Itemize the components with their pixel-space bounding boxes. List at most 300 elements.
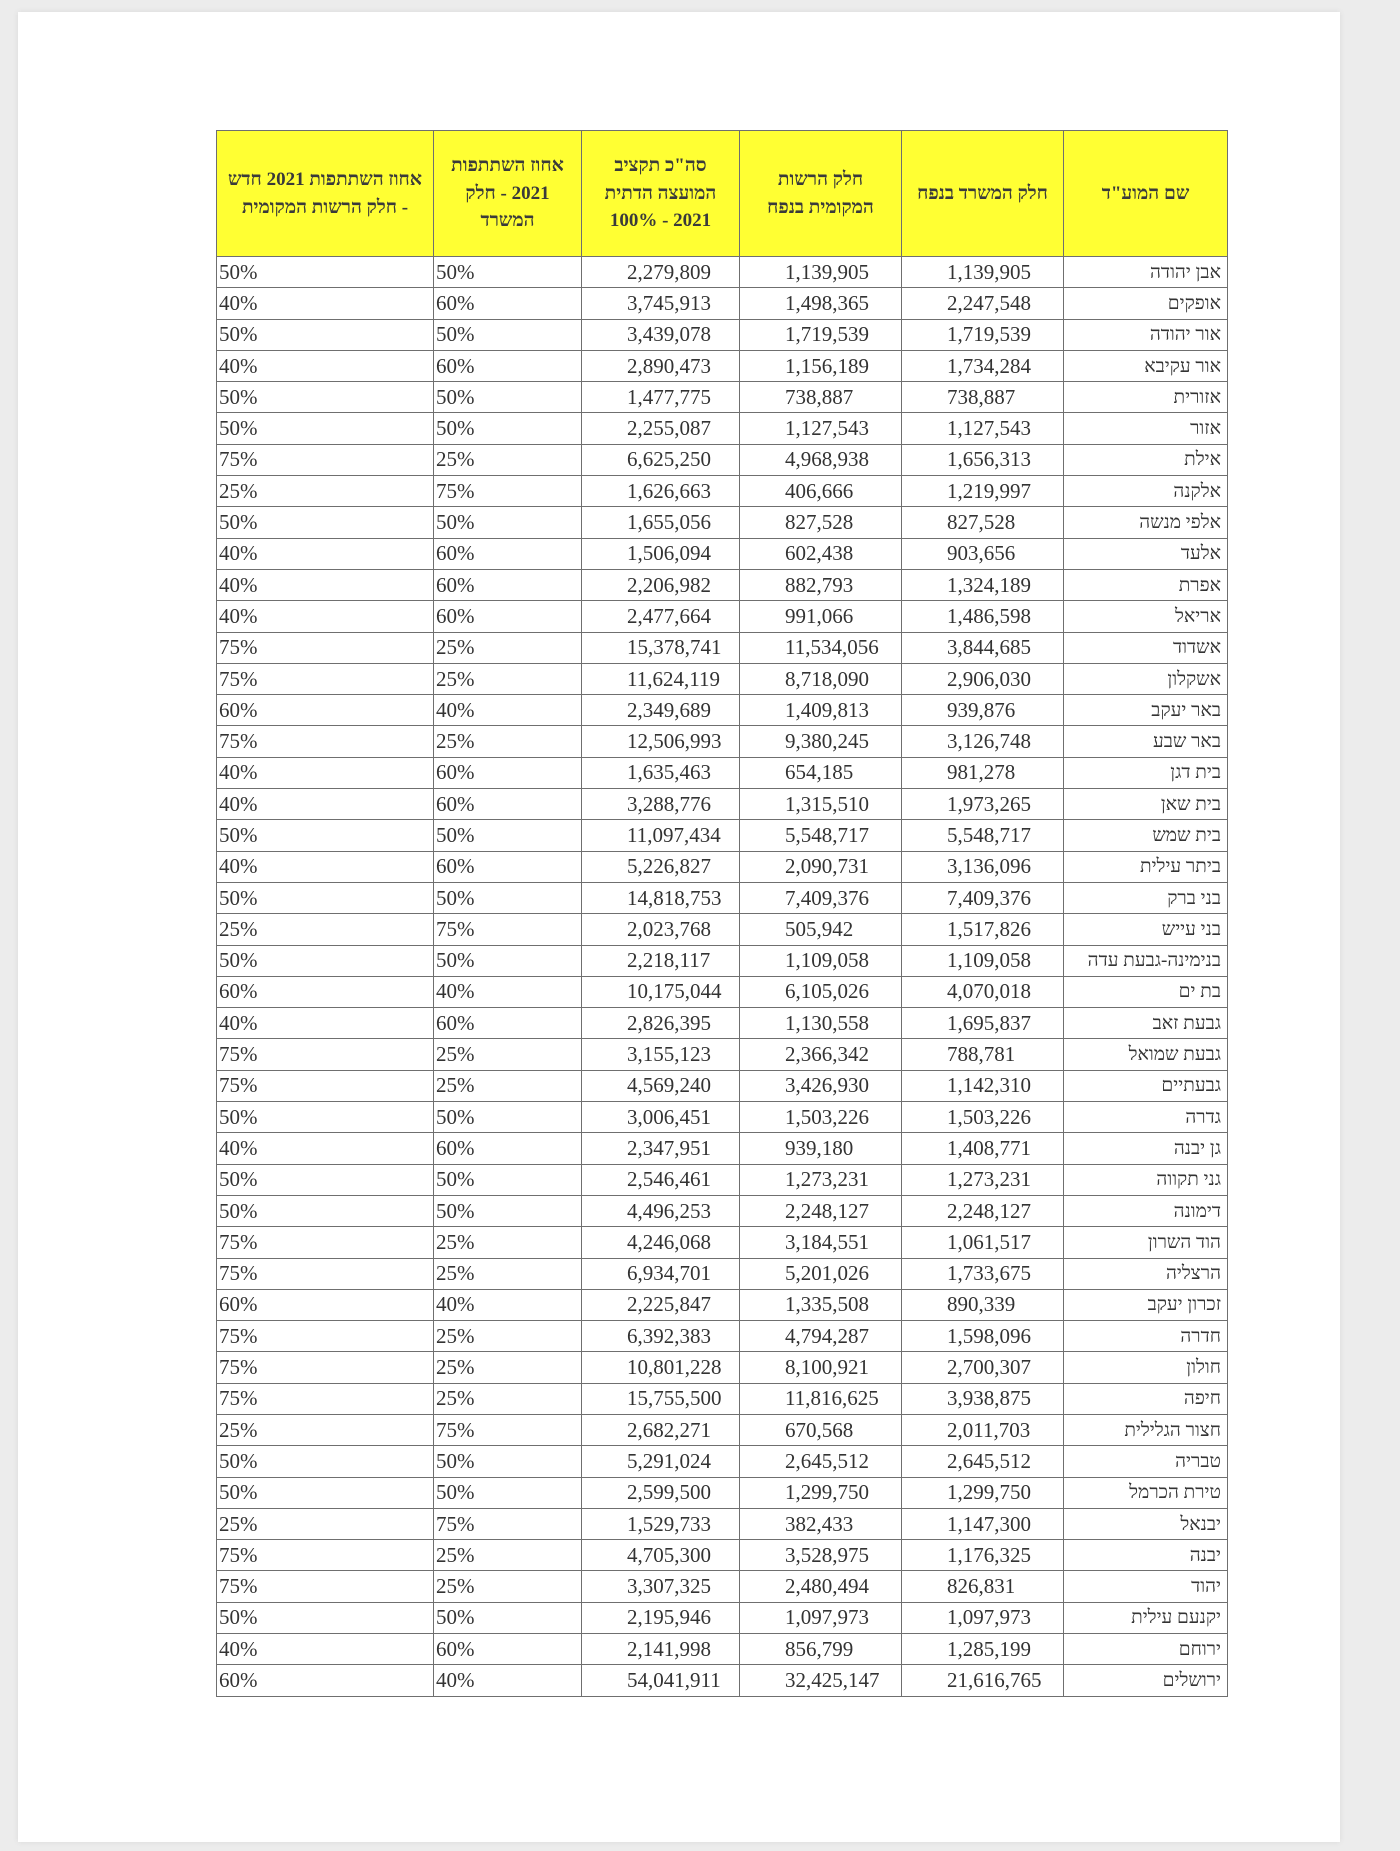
ministry-percent-cell: 25%	[434, 1352, 582, 1383]
authority-share-cell: 602,438	[740, 538, 902, 569]
authority-percent-cell: 50%	[217, 319, 434, 350]
total-budget-cell: 1,655,056	[582, 507, 740, 538]
ministry-share-cell: 3,126,748	[902, 726, 1064, 757]
authority-percent-cell: 75%	[217, 1352, 434, 1383]
council-name-cell: זכרון יעקב	[1064, 1289, 1228, 1320]
total-budget-cell: 5,291,024	[582, 1446, 740, 1477]
ministry-percent-cell: 25%	[434, 1321, 582, 1352]
authority-share-cell: 670,568	[740, 1414, 902, 1445]
council-name-cell: אלפי מנשה	[1064, 507, 1228, 538]
authority-percent-cell: 75%	[217, 1227, 434, 1258]
council-name-cell: אריאל	[1064, 601, 1228, 632]
authority-share-cell: 2,645,512	[740, 1446, 902, 1477]
total-budget-cell: 2,279,809	[582, 257, 740, 288]
ministry-share-cell: 2,247,548	[902, 288, 1064, 319]
table-row	[217, 1446, 1228, 1477]
table-row	[217, 1540, 1228, 1571]
authority-share-cell: 406,666	[740, 476, 902, 507]
council-name-cell: ירושלים	[1064, 1665, 1228, 1696]
authority-percent-cell: 75%	[217, 1383, 434, 1414]
table-row	[217, 914, 1228, 945]
council-name-cell: ירוחם	[1064, 1634, 1228, 1665]
authority-share-cell: 6,105,026	[740, 976, 902, 1007]
table-row	[217, 1258, 1228, 1289]
ministry-percent-cell: 75%	[434, 1508, 582, 1539]
ministry-percent-cell: 25%	[434, 726, 582, 757]
table-row	[217, 1352, 1228, 1383]
authority-percent-cell: 40%	[217, 569, 434, 600]
ministry-percent-cell: 25%	[434, 1383, 582, 1414]
authority-percent-cell: 50%	[217, 1102, 434, 1133]
total-budget-cell: 6,392,383	[582, 1321, 740, 1352]
council-name-cell: אור יהודה	[1064, 319, 1228, 350]
ministry-percent-cell: 50%	[434, 945, 582, 976]
authority-percent-cell: 50%	[217, 507, 434, 538]
ministry-share-cell: 1,219,997	[902, 476, 1064, 507]
total-budget-cell: 3,745,913	[582, 288, 740, 319]
total-budget-cell: 1,477,775	[582, 382, 740, 413]
ministry-share-cell: 1,285,199	[902, 1634, 1064, 1665]
authority-share-cell: 1,503,226	[740, 1102, 902, 1133]
ministry-share-cell: 826,831	[902, 1571, 1064, 1602]
table-row	[217, 1602, 1228, 1633]
council-name-cell: בית דגן	[1064, 757, 1228, 788]
council-name-cell: גבעת זאב	[1064, 1008, 1228, 1039]
council-name-cell: טירת הכרמל	[1064, 1477, 1228, 1508]
total-budget-cell: 10,801,228	[582, 1352, 740, 1383]
authority-share-cell: 11,534,056	[740, 632, 902, 663]
total-budget-cell: 11,624,119	[582, 663, 740, 694]
ministry-share-cell: 2,906,030	[902, 663, 1064, 694]
authority-percent-cell: 40%	[217, 1634, 434, 1665]
column-header-4: אחוז השתתפות 2021 - חלק המשרד	[434, 131, 582, 257]
council-name-cell: יהוד	[1064, 1571, 1228, 1602]
authority-share-cell: 1,139,905	[740, 257, 902, 288]
authority-share-cell: 1,498,365	[740, 288, 902, 319]
council-name-cell: באר שבע	[1064, 726, 1228, 757]
authority-percent-cell: 50%	[217, 257, 434, 288]
authority-share-cell: 827,528	[740, 507, 902, 538]
ministry-percent-cell: 75%	[434, 914, 582, 945]
authority-share-cell: 1,299,750	[740, 1477, 902, 1508]
ministry-percent-cell: 40%	[434, 1289, 582, 1320]
ministry-share-cell: 5,548,717	[902, 820, 1064, 851]
total-budget-cell: 4,496,253	[582, 1195, 740, 1226]
total-budget-cell: 5,226,827	[582, 851, 740, 882]
authority-share-cell: 11,816,625	[740, 1383, 902, 1414]
total-budget-cell: 3,006,451	[582, 1102, 740, 1133]
authority-share-cell: 7,409,376	[740, 882, 902, 913]
ministry-percent-cell: 50%	[434, 1477, 582, 1508]
ministry-share-cell: 1,517,826	[902, 914, 1064, 945]
total-budget-cell: 10,175,044	[582, 976, 740, 1007]
authority-percent-cell: 50%	[217, 882, 434, 913]
council-name-cell: אופקים	[1064, 288, 1228, 319]
total-budget-cell: 1,635,463	[582, 757, 740, 788]
table-row	[217, 413, 1228, 444]
total-budget-cell: 3,439,078	[582, 319, 740, 350]
ministry-percent-cell: 60%	[434, 569, 582, 600]
ministry-percent-cell: 40%	[434, 1665, 582, 1696]
table-row	[217, 851, 1228, 882]
council-name-cell: ביתר עילית	[1064, 851, 1228, 882]
ministry-percent-cell: 60%	[434, 601, 582, 632]
authority-percent-cell: 75%	[217, 1070, 434, 1101]
ministry-percent-cell: 50%	[434, 1164, 582, 1195]
ministry-percent-cell: 50%	[434, 382, 582, 413]
total-budget-cell: 2,826,395	[582, 1008, 740, 1039]
ministry-share-cell: 827,528	[902, 507, 1064, 538]
ministry-percent-cell: 25%	[434, 1571, 582, 1602]
ministry-percent-cell: 25%	[434, 1258, 582, 1289]
ministry-percent-cell: 75%	[434, 476, 582, 507]
ministry-share-cell: 4,070,018	[902, 976, 1064, 1007]
authority-percent-cell: 75%	[217, 1540, 434, 1571]
authority-share-cell: 654,185	[740, 757, 902, 788]
authority-percent-cell: 75%	[217, 726, 434, 757]
ministry-share-cell: 3,844,685	[902, 632, 1064, 663]
council-name-cell: אזור	[1064, 413, 1228, 444]
authority-percent-cell: 75%	[217, 632, 434, 663]
ministry-share-cell: 1,273,231	[902, 1164, 1064, 1195]
authority-share-cell: 1,109,058	[740, 945, 902, 976]
ministry-percent-cell: 60%	[434, 851, 582, 882]
authority-share-cell: 1,315,510	[740, 789, 902, 820]
authority-share-cell: 1,130,558	[740, 1008, 902, 1039]
authority-share-cell: 1,097,973	[740, 1602, 902, 1633]
ministry-percent-cell: 25%	[434, 1540, 582, 1571]
authority-percent-cell: 75%	[217, 1258, 434, 1289]
council-name-cell: יבנאל	[1064, 1508, 1228, 1539]
authority-percent-cell: 25%	[217, 476, 434, 507]
authority-share-cell: 1,127,543	[740, 413, 902, 444]
ministry-share-cell: 3,938,875	[902, 1383, 1064, 1414]
authority-share-cell: 3,528,975	[740, 1540, 902, 1571]
table-row	[217, 976, 1228, 1007]
authority-percent-cell: 50%	[217, 382, 434, 413]
table-row	[217, 1477, 1228, 1508]
authority-percent-cell: 50%	[217, 820, 434, 851]
table-row	[217, 789, 1228, 820]
ministry-share-cell: 2,011,703	[902, 1414, 1064, 1445]
ministry-share-cell: 1,061,517	[902, 1227, 1064, 1258]
council-name-cell: הוד השרון	[1064, 1227, 1228, 1258]
council-name-cell: באר יעקב	[1064, 695, 1228, 726]
table-row	[217, 695, 1228, 726]
authority-share-cell: 1,335,508	[740, 1289, 902, 1320]
authority-share-cell: 382,433	[740, 1508, 902, 1539]
table-row	[217, 632, 1228, 663]
ministry-share-cell: 3,136,096	[902, 851, 1064, 882]
total-budget-cell: 1,626,663	[582, 476, 740, 507]
authority-share-cell: 1,273,231	[740, 1164, 902, 1195]
council-name-cell: גבעתיים	[1064, 1070, 1228, 1101]
ministry-percent-cell: 50%	[434, 1102, 582, 1133]
council-name-cell: בית שמש	[1064, 820, 1228, 851]
ministry-share-cell: 21,616,765	[902, 1665, 1064, 1696]
table-row	[217, 663, 1228, 694]
table-row	[217, 257, 1228, 288]
total-budget-cell: 2,477,664	[582, 601, 740, 632]
ministry-share-cell: 1,656,313	[902, 444, 1064, 475]
table-row	[217, 1321, 1228, 1352]
table-row	[217, 1665, 1228, 1696]
ministry-share-cell: 1,503,226	[902, 1102, 1064, 1133]
ministry-percent-cell: 60%	[434, 538, 582, 569]
table-row	[217, 1227, 1228, 1258]
council-name-cell: יבנה	[1064, 1540, 1228, 1571]
ministry-percent-cell: 60%	[434, 789, 582, 820]
ministry-share-cell: 1,139,905	[902, 257, 1064, 288]
authority-share-cell: 2,248,127	[740, 1195, 902, 1226]
total-budget-cell: 1,506,094	[582, 538, 740, 569]
budget-table	[216, 130, 1228, 1697]
total-budget-cell: 54,041,911	[582, 1665, 740, 1696]
ministry-percent-cell: 60%	[434, 757, 582, 788]
ministry-share-cell: 1,734,284	[902, 350, 1064, 381]
table-row	[217, 1102, 1228, 1133]
council-name-cell: אפרת	[1064, 569, 1228, 600]
ministry-percent-cell: 50%	[434, 882, 582, 913]
authority-percent-cell: 50%	[217, 1477, 434, 1508]
table-row	[217, 382, 1228, 413]
authority-share-cell: 3,184,551	[740, 1227, 902, 1258]
ministry-percent-cell: 50%	[434, 820, 582, 851]
authority-percent-cell: 40%	[217, 538, 434, 569]
ministry-share-cell: 1,719,539	[902, 319, 1064, 350]
council-name-cell: בת ים	[1064, 976, 1228, 1007]
authority-share-cell: 939,180	[740, 1133, 902, 1164]
ministry-percent-cell: 25%	[434, 1070, 582, 1101]
table-row	[217, 350, 1228, 381]
authority-percent-cell: 50%	[217, 1164, 434, 1195]
total-budget-cell: 2,141,998	[582, 1634, 740, 1665]
table-row	[217, 1383, 1228, 1414]
authority-percent-cell: 40%	[217, 1008, 434, 1039]
ministry-share-cell: 1,408,771	[902, 1133, 1064, 1164]
ministry-share-cell: 1,598,096	[902, 1321, 1064, 1352]
authority-share-cell: 1,719,539	[740, 319, 902, 350]
ministry-share-cell: 2,645,512	[902, 1446, 1064, 1477]
total-budget-cell: 6,934,701	[582, 1258, 740, 1289]
table-header-row	[217, 131, 1228, 257]
ministry-percent-cell: 75%	[434, 1414, 582, 1445]
total-budget-cell: 3,155,123	[582, 1039, 740, 1070]
table-row	[217, 569, 1228, 600]
ministry-percent-cell: 50%	[434, 319, 582, 350]
authority-share-cell: 856,799	[740, 1634, 902, 1665]
council-name-cell: אשדוד	[1064, 632, 1228, 663]
authority-percent-cell: 25%	[217, 914, 434, 945]
total-budget-cell: 15,378,741	[582, 632, 740, 663]
council-name-cell: חיפה	[1064, 1383, 1228, 1414]
ministry-share-cell: 2,700,307	[902, 1352, 1064, 1383]
total-budget-cell: 2,599,500	[582, 1477, 740, 1508]
total-budget-cell: 2,225,847	[582, 1289, 740, 1320]
authority-percent-cell: 75%	[217, 663, 434, 694]
table-row	[217, 882, 1228, 913]
total-budget-cell: 4,246,068	[582, 1227, 740, 1258]
authority-percent-cell: 60%	[217, 1665, 434, 1696]
authority-percent-cell: 40%	[217, 288, 434, 319]
ministry-share-cell: 890,339	[902, 1289, 1064, 1320]
total-budget-cell: 2,023,768	[582, 914, 740, 945]
ministry-percent-cell: 40%	[434, 695, 582, 726]
authority-share-cell: 2,366,342	[740, 1039, 902, 1070]
ministry-share-cell: 1,142,310	[902, 1070, 1064, 1101]
total-budget-cell: 2,218,117	[582, 945, 740, 976]
authority-percent-cell: 40%	[217, 757, 434, 788]
total-budget-cell: 12,506,993	[582, 726, 740, 757]
ministry-share-cell: 1,486,598	[902, 601, 1064, 632]
ministry-share-cell: 981,278	[902, 757, 1064, 788]
council-name-cell: אזורית	[1064, 382, 1228, 413]
ministry-percent-cell: 60%	[434, 1133, 582, 1164]
ministry-share-cell: 939,876	[902, 695, 1064, 726]
total-budget-cell: 6,625,250	[582, 444, 740, 475]
ministry-percent-cell: 25%	[434, 632, 582, 663]
table-row	[217, 1571, 1228, 1602]
table-row	[217, 1289, 1228, 1320]
authority-percent-cell: 75%	[217, 444, 434, 475]
council-name-cell: בני עייש	[1064, 914, 1228, 945]
council-name-cell: גני תקווה	[1064, 1164, 1228, 1195]
ministry-share-cell: 1,299,750	[902, 1477, 1064, 1508]
table-row	[217, 288, 1228, 319]
authority-percent-cell: 40%	[217, 851, 434, 882]
ministry-share-cell: 738,887	[902, 382, 1064, 413]
authority-percent-cell: 50%	[217, 1602, 434, 1633]
table-row	[217, 1133, 1228, 1164]
table-row	[217, 757, 1228, 788]
total-budget-cell: 4,705,300	[582, 1540, 740, 1571]
total-budget-cell: 2,206,982	[582, 569, 740, 600]
authority-share-cell: 991,066	[740, 601, 902, 632]
authority-percent-cell: 25%	[217, 1508, 434, 1539]
table-row	[217, 1039, 1228, 1070]
total-budget-cell: 2,347,951	[582, 1133, 740, 1164]
authority-share-cell: 505,942	[740, 914, 902, 945]
ministry-percent-cell: 25%	[434, 663, 582, 694]
ministry-share-cell: 1,324,189	[902, 569, 1064, 600]
authority-percent-cell: 60%	[217, 1289, 434, 1320]
authority-percent-cell: 50%	[217, 945, 434, 976]
authority-share-cell: 8,100,921	[740, 1352, 902, 1383]
table-row	[217, 476, 1228, 507]
column-header-5: אחוז השתתפות 2021 חדש - חלק הרשות המקומית	[217, 131, 434, 257]
document-page	[18, 12, 1340, 1842]
table-row	[217, 1195, 1228, 1226]
ministry-share-cell: 1,147,300	[902, 1508, 1064, 1539]
council-name-cell: גן יבנה	[1064, 1133, 1228, 1164]
authority-percent-cell: 75%	[217, 1571, 434, 1602]
table-row	[217, 444, 1228, 475]
council-name-cell: גדרה	[1064, 1102, 1228, 1133]
council-name-cell: חצור הגלילית	[1064, 1414, 1228, 1445]
council-name-cell: אלקנה	[1064, 476, 1228, 507]
council-name-cell: אשקלון	[1064, 663, 1228, 694]
ministry-share-cell: 1,733,675	[902, 1258, 1064, 1289]
council-name-cell: יקנעם עילית	[1064, 1602, 1228, 1633]
authority-share-cell: 5,201,026	[740, 1258, 902, 1289]
ministry-percent-cell: 60%	[434, 350, 582, 381]
ministry-share-cell: 1,127,543	[902, 413, 1064, 444]
ministry-percent-cell: 40%	[434, 976, 582, 1007]
council-name-cell: חולון	[1064, 1352, 1228, 1383]
ministry-percent-cell: 50%	[434, 257, 582, 288]
council-name-cell: אילת	[1064, 444, 1228, 475]
authority-percent-cell: 60%	[217, 695, 434, 726]
council-name-cell: אלעד	[1064, 538, 1228, 569]
total-budget-cell: 1,529,733	[582, 1508, 740, 1539]
ministry-share-cell: 903,656	[902, 538, 1064, 569]
ministry-percent-cell: 25%	[434, 444, 582, 475]
table-row	[217, 1634, 1228, 1665]
table-row	[217, 507, 1228, 538]
authority-percent-cell: 75%	[217, 1039, 434, 1070]
council-name-cell: בית שאן	[1064, 789, 1228, 820]
table-row	[217, 820, 1228, 851]
ministry-percent-cell: 50%	[434, 1602, 582, 1633]
total-budget-cell: 2,546,461	[582, 1164, 740, 1195]
authority-share-cell: 5,548,717	[740, 820, 902, 851]
table-row	[217, 1070, 1228, 1101]
council-name-cell: אבן יהודה	[1064, 257, 1228, 288]
table-row	[217, 1414, 1228, 1445]
ministry-share-cell: 1,973,265	[902, 789, 1064, 820]
table-row	[217, 1008, 1228, 1039]
table-row	[217, 945, 1228, 976]
table-row	[217, 319, 1228, 350]
council-name-cell: טבריה	[1064, 1446, 1228, 1477]
authority-share-cell: 32,425,147	[740, 1665, 902, 1696]
column-header-2: חלק הרשות המקומית בנפח	[740, 131, 902, 257]
authority-percent-cell: 50%	[217, 1446, 434, 1477]
authority-percent-cell: 50%	[217, 1195, 434, 1226]
authority-percent-cell: 60%	[217, 976, 434, 1007]
authority-share-cell: 2,480,494	[740, 1571, 902, 1602]
total-budget-cell: 3,307,325	[582, 1571, 740, 1602]
council-name-cell: גבעת שמואל	[1064, 1039, 1228, 1070]
ministry-share-cell: 1,109,058	[902, 945, 1064, 976]
total-budget-cell: 2,195,946	[582, 1602, 740, 1633]
column-header-3: סה"כ תקציב המועצה הדתית 2021 - 100%	[582, 131, 740, 257]
authority-share-cell: 2,090,731	[740, 851, 902, 882]
ministry-percent-cell: 60%	[434, 1008, 582, 1039]
ministry-percent-cell: 50%	[434, 1446, 582, 1477]
council-name-cell: דימונה	[1064, 1195, 1228, 1226]
authority-percent-cell: 75%	[217, 1321, 434, 1352]
total-budget-cell: 2,349,689	[582, 695, 740, 726]
ministry-share-cell: 788,781	[902, 1039, 1064, 1070]
council-name-cell: חדרה	[1064, 1321, 1228, 1352]
authority-share-cell: 9,380,245	[740, 726, 902, 757]
ministry-percent-cell: 60%	[434, 1634, 582, 1665]
ministry-percent-cell: 25%	[434, 1227, 582, 1258]
table-row	[217, 538, 1228, 569]
column-header-1: חלק המשרד בנפח	[902, 131, 1064, 257]
council-name-cell: אור עקיבא	[1064, 350, 1228, 381]
total-budget-cell: 2,890,473	[582, 350, 740, 381]
ministry-share-cell: 2,248,127	[902, 1195, 1064, 1226]
ministry-percent-cell: 50%	[434, 413, 582, 444]
column-header-0: שם המוע"ד	[1064, 131, 1228, 257]
total-budget-cell: 11,097,434	[582, 820, 740, 851]
total-budget-cell: 2,682,271	[582, 1414, 740, 1445]
table-body	[217, 257, 1228, 1697]
ministry-percent-cell: 25%	[434, 1039, 582, 1070]
council-name-cell: בני ברק	[1064, 882, 1228, 913]
